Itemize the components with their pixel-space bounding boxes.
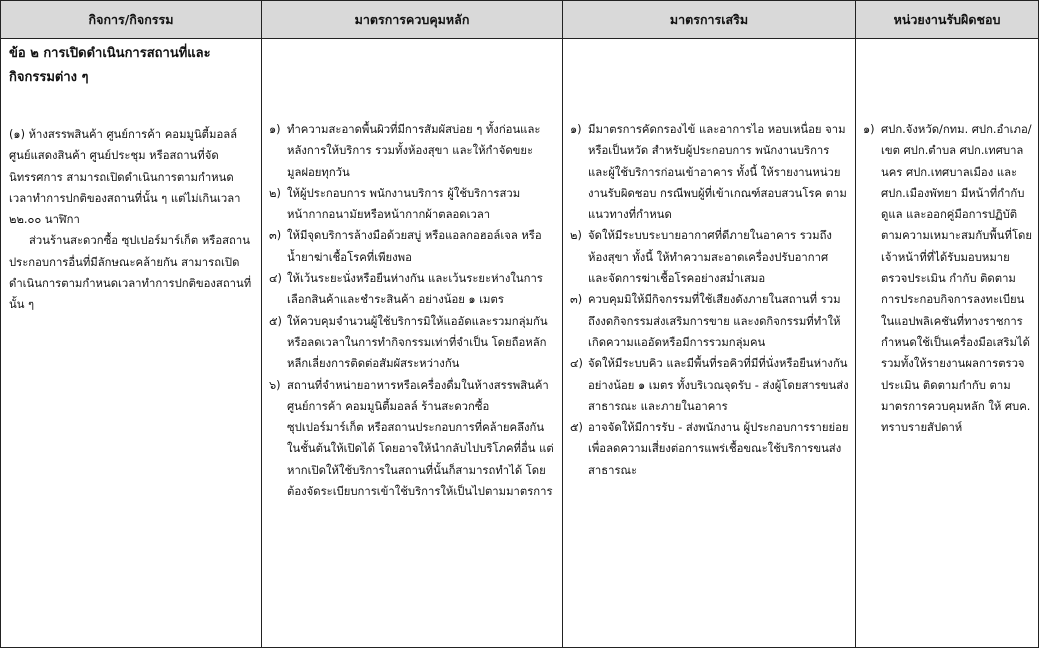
list-item: ๕) ให้ควบคุมจำนวนผู้ใช้บริการมิให้แออัดและรวมกลุ่มกัน หรือลดเวลาในการทำกิจกรรมเท่าที่จำเป็น โดยถือหลักหลีกเลี่ยงการติดต่อสัมผัสระหว่างกัน xyxy=(269,314,548,371)
header-additional-measures: มาตรการเสริม xyxy=(669,11,749,27)
list-item: ๑) มีมาตรการคัดกรองไข้ และอาการไอ หอบเหนื่อย จาม หรือเป็นหวัด สำหรับผู้ประกอบการ พนักงานบริการ และผู้ใช้บริการก่อนเข้าอาคาร ทั้งนี้ ให้รายงานหน่วยงานรับผิดชอบ กรณีพบผู้ที่เข้าเกณฑ์สอบสวนโรค ตามแนวทางที่กำหนด xyxy=(570,123,847,222)
activity-cell xyxy=(9,38,253,647)
column-divider xyxy=(562,1,563,647)
header-main-measures: มาตรการควบคุมหลัก xyxy=(354,11,470,27)
list-item: ๒) ให้ผู้ประกอบการ พนักงานบริการ ผู้ใช้บริการสวมหน้ากากอนามัยหรือหน้ากากผ้าตลอดเวลา xyxy=(269,186,521,222)
list-item: ๕) อาจจัดให้มีการรับ - ส่งพนักงาน ผู้ประกอบการรายย่อย เพื่อลดความเสี่ยงต่อการแพร่เชื้อขณะใช้บริการขนส่งสาธารณะ xyxy=(570,421,849,477)
list-item: ๑) ทำความสะอาดพื้นผิวที่มีการสัมผัสบ่อย ๆ ทั้งก่อนและหลังการให้บริการ รวมทั้งห้องสุขา และให้กำจัดขยะมูลฝอยทุกวัน xyxy=(269,123,541,179)
column-divider xyxy=(261,1,262,647)
activity-paragraph: (๑) ห้างสรรพสินค้า ศูนย์การค้า คอมมูนิตี้มอลล์ ศูนย์แสดงสินค้า ศูนย์ประชุม หรือสถานที่จัดนิทรรศการ สามารถเปิดดำเนินการตามกำหนดเวลาทำการปกติของสถานที่นั้น ๆ แต่ไม่เกินเวลา ๒๒.๐๐ นาฬิกา xyxy=(9,128,241,227)
list-item: ๔) ให้เว้นระยะนั่งหรือยืนห่างกัน และเว้นระยะห่างในการเลือกสินค้าและชำระสินค้า อย่างน้อย ๑ เมตร xyxy=(269,272,543,307)
list-item: ๓) ควบคุมมิให้มีกิจกรรมที่ใช้เสียงดังภายในสถานที่ รวมถึงงดกิจกรรมส่งเสริมการขาย และงดกิจกรรมที่ทำให้เกิดความแออัดหรือมีการรวมกลุ่มคน xyxy=(570,293,841,349)
responsible-agency-cell xyxy=(863,38,1033,647)
list-item: ๔) จัดให้มีระบบคิว และมีพื้นที่รอคิวที่มีที่นั่งหรือยืนห่างกัน อย่างน้อย ๑ เมตร ทั้งบริเวณจุดรับ - ส่งผู้โดยสารขนส่งสาธารณะ และภายในอาคาร xyxy=(570,357,849,413)
list-item: ๖) สถานที่จำหน่ายอาหารหรือเครื่องดื่มในห้างสรรพสินค้า ศูนย์การค้า คอมมูนิตี้มอลล์ ร้านสะดวกซื้อ ซุปเปอร์มาร์เก็ต หรือสถานประกอบการที่คล้ายคลึงกัน ในชั้นต้นให้เปิดได้ โดยอาจให้นำกลับไปบริโภคที่อื่น แต่หากเปิดให้ใช้บริการในสถานที่นั้นก็สามารถทำได้ โดยต้องจัดระเบียบการเข้าใช้บริการให้เป็นไปตามมาตรการ xyxy=(269,378,554,499)
activity-paragraph: ส่วนร้านสะดวกซื้อ ซุปเปอร์มาร์เก็ต หรือสถานประกอบการอื่นที่มีลักษณะคล้ายกัน สามารถเปิดดำเนินการตามกำหนดเวลาทำการปกติของสถานที่นั้น ๆ xyxy=(9,234,252,312)
header-activity: กิจการ/กิจกรรม xyxy=(88,11,174,27)
main-measures-cell xyxy=(269,38,555,647)
list-item: ๒) จัดให้มีระบบระบายอากาศที่ดีภายในอาคาร รวมถึงห้องสุขา ทั้งนี้ ให้ทำความสะอาดเครื่องปรับอากาศ และจัดการฆ่าเชื้อโรคอย่างสม่ำเสมอ xyxy=(570,229,832,286)
section-title: ข้อ ๒ การเปิดดำเนินการสถานที่และกิจกรรมต่าง ๆ xyxy=(9,46,211,85)
header-responsible-agency: หน่วยงานรับผิดชอบ xyxy=(893,11,1001,27)
list-item: ๓) ให้มีจุดบริการล้างมือด้วยสบู่ หรือแอลกอฮอล์เจล หรือน้ำยาฆ่าเชื้อโรคที่เพียงพอ xyxy=(269,229,542,264)
table-header-row xyxy=(1,1,1038,39)
list-item: ๑) ศปก.จังหวัด/กทม. ศปก.อำเภอ/เขต ศปก.ตำบล ศปก.เทศบาลนคร ศปก.เทศบาลเมือง และ ศปก.เมืองพัทยา มีหน้าที่กำกับ ดูแล และออกคู่มือการปฏิบัติตามความเหมาะสมกับพื้นที่โดยเจ้าหน้าที่ที่ได้รับมอบหมายตรวจประเมิน กำกับ ติดตามการประกอบกิจการลงทะเบียนในแอปพลิเคชันที่ทางราชการกำหนดใช้เป็นเครื่องมือเสริมได้ รวมทั้งให้รายงานผลการตรวจประเมิน ติดตามกำกับ ตามมาตรการควบคุมหลัก ให้ ศบค. ทราบรายสัปดาห์ xyxy=(863,123,1032,435)
additional-measures-cell xyxy=(570,38,849,647)
column-divider xyxy=(855,1,856,647)
